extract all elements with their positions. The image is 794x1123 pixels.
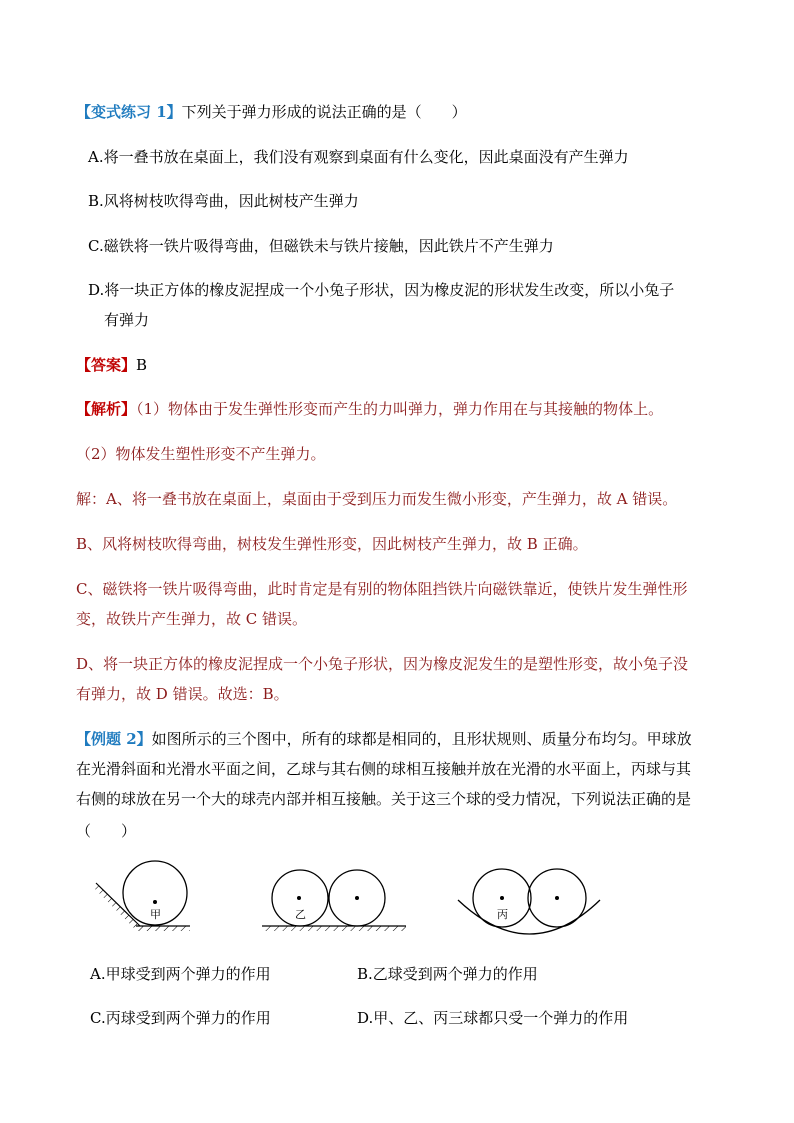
q1-tag: 【变式练习 1】 <box>76 103 182 121</box>
solution-line-1: 解：A、将一叠书放在桌面上，桌面由于受到压力而发生微小形变，产生弹力，故 A 错误。 <box>76 490 678 508</box>
q1-stem: 下列关于弹力形成的说法正确的是（ ） <box>181 103 467 121</box>
q1-header <box>76 102 467 122</box>
label-yi: 乙 <box>295 908 306 921</box>
q2-option-d: D.甲、乙、丙三球都只受一个弹力的作用 <box>357 1009 629 1027</box>
solution-line-2: B、风将树枝吹得弯曲，树枝发生弹性形变，因此树枝产生弹力，故 B 正确。 <box>76 535 588 553</box>
q2-stem-1: 如图所示的三个图中，所有的球都是相同的，且形状规则、质量分布均匀。甲球放 <box>151 730 692 748</box>
label-jia: 甲 <box>150 908 161 921</box>
q1-option-b: B.风将树枝吹得弯曲，因此树枝产生弹力 <box>88 192 359 210</box>
q2-tag: 【例题 2】 <box>76 730 152 748</box>
q2-option-a: A.甲球受到两个弹力的作用 <box>90 965 271 983</box>
q2-stem-3: 右侧的球放在另一个大的球壳内部并相互接触。关于这三个球的受力情况，下列说法正确的是 <box>76 790 692 808</box>
q1-option-d-cont: 有弹力 <box>104 311 150 329</box>
solution-line-4: 变，故铁片产生弹力，故 C 错误。 <box>76 610 308 628</box>
label-bing: 丙 <box>497 908 508 921</box>
q2-figure <box>0 860 794 940</box>
figure-bing <box>458 869 600 934</box>
analysis-line-1 <box>76 399 663 419</box>
figure-yi <box>262 870 406 931</box>
solution-line-3: C、磁铁将一铁片吸得弯曲，此时肯定是有别的物体阻挡铁片向磁铁靠近，使铁片发生弹性形 <box>76 580 688 598</box>
figure-jia <box>94 861 190 931</box>
q1-option-c: C.磁铁将一铁片吸得弯曲，但磁铁未与铁片接触，因此铁片不产生弹力 <box>88 237 554 255</box>
q2-stem-4: （ ） <box>76 822 137 840</box>
q2-line-1 <box>76 729 692 749</box>
answer-value: B <box>136 356 148 374</box>
solution-line-5: D、将一块正方体的橡皮泥捏成一个小兔子形状，因为橡皮泥发生的是塑性形变，故小兔子没 <box>76 655 689 673</box>
answer-line <box>76 355 147 375</box>
q1-option-a: A.将一叠书放在桌面上，我们没有观察到桌面有什么变化，因此桌面没有产生弹力 <box>88 148 629 166</box>
q2-option-b: B.乙球受到两个弹力的作用 <box>357 965 538 983</box>
q1-option-d: D.将一块正方体的橡皮泥捏成一个小兔子形状，因为橡皮泥的形状发生改变，所以小兔子 <box>88 281 675 299</box>
analysis-text-1: （1）物体由于发生弹性形变而产生的力叫弹力，弹力作用在与其接触的物体上。 <box>136 400 664 418</box>
analysis-tag: 【解析】 <box>76 400 137 418</box>
q2-stem-2: 在光滑斜面和光滑水平面之间，乙球与其右侧的球相互接触并放在光滑的水平面上，丙球与其 <box>76 760 692 778</box>
solution-line-6: 有弹力，故 D 错误。故选：B。 <box>76 685 289 703</box>
analysis-line-2: （2）物体发生塑性形变不产生弹力。 <box>76 445 326 463</box>
q2-option-c: C.丙球受到两个弹力的作用 <box>90 1009 271 1027</box>
answer-tag: 【答案】 <box>76 356 137 374</box>
